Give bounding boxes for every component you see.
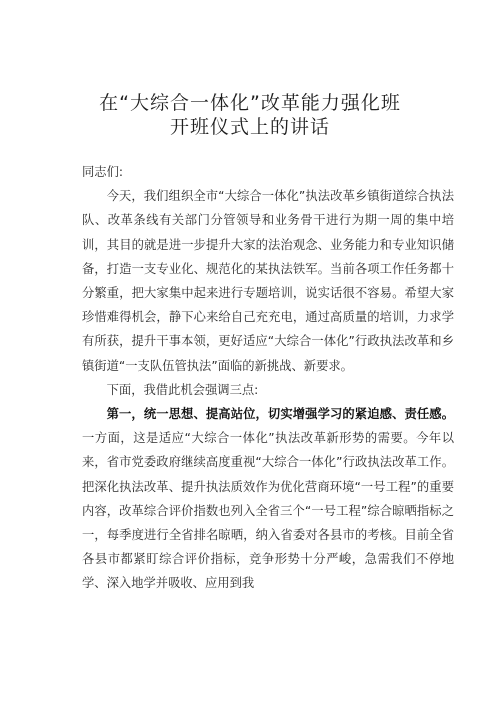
point-one-text: 一方面，这是适应“大综合一体化”执法改革新形势的需要。今年以来，省市党委政府继续高度重视“大综合一体化”行政执法改革工作。把深化执法改革、提升执法质效作为优化营商环境“一号工程”的重要内容，改革综合评价指数也列入全省三个“一号工程”综合晾晒指标之一，每季度进行全省排名晾晒，纳入省委对各县市的考核。目前全省各县市都紧盯综合评价指标，竞争形势十分严峻，急需我们不停地学、深入地学并吸收、应用到我 [82, 431, 454, 591]
salutation: 同志们: [82, 165, 124, 179]
paragraph-transition: 下面，我借此机会强调三点: [106, 382, 259, 397]
paragraph-opening: 今天，我们组织全市“大综合一体化”执法改革乡镇街道综合执法队、改革条线有关部门分管领导和业务骨干进行为期一周的集中培训，其目的就是进一步提升大家的法治观念、业务能力和专业知识储备，打造一支专业化、规范化的某执法铁军。当前各项工作任务都十分繁重，把大家集中起来进行专题培训，说实话很不容易。希望大家珍惜难得机会，静下心来给自己充充电，通过高质量的培训，力求学有所获，提升干事本领，更好适应“大综合一体化”行政执法改革和乡镇街道“一支队伍管执法”面临的新挑战、新要求。 [82, 189, 454, 373]
paragraph-point-one [82, 402, 454, 596]
document-body [82, 160, 454, 596]
point-one-heading: 第一，统一思想、提高站位，切实增强学习的紧迫感、责任感。 [106, 407, 454, 422]
document-title-line-2: 开班仪式上的讲话 [169, 116, 330, 138]
document-title-line-1: 在“大综合一体化”改革能力强化班 [99, 92, 401, 114]
